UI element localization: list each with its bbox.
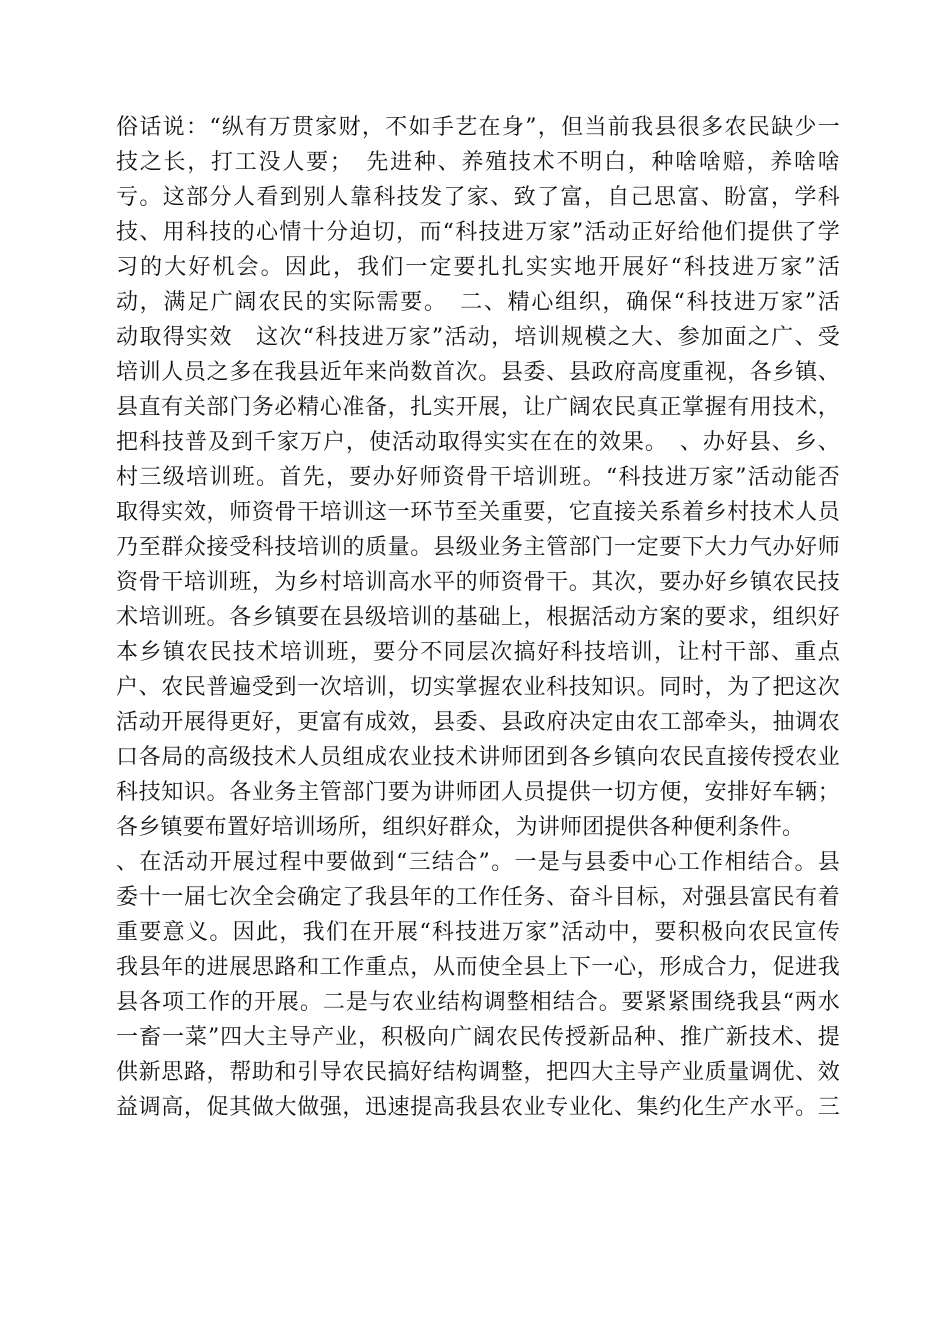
text-line: 本乡镇农民技术培训班，要分不同层次搞好科技培训，让村干部、重点 — [116, 640, 840, 665]
body-text — [116, 110, 840, 1125]
text-line: 口各局的高级技术人员组成农业技术讲师团到各乡镇向农民直接传授农业 — [116, 745, 840, 770]
text-line: 委十一届七次全会确定了我县年的工作任务、奋斗目标，对强县富民有着 — [116, 885, 840, 910]
text-line: 益调高，促其做大做强，迅速提高我县农业专业化、集约化生产水平。三 — [116, 1095, 840, 1120]
text-line: 、在活动开展过程中要做到“三结合”。一是与县委中心工作相结合。县 — [116, 850, 840, 875]
text-line: 动，满足广阔农民的实际需要。 二、精心组织，确保“科技进万家”活 — [116, 290, 840, 315]
text-line: 资骨干培训班，为乡村培训高水平的师资骨干。其次，要办好乡镇农民技 — [116, 570, 840, 595]
text-line: 我县年的进展思路和工作重点，从而使全县上下一心，形成合力，促进我 — [116, 955, 840, 980]
text-line: 技、用科技的心情十分迫切，而“科技进万家”活动正好给他们提供了学 — [116, 220, 840, 245]
text-line: 把科技普及到千家万户，使活动取得实实在在的效果。 、办好县、乡、 — [116, 430, 840, 455]
text-line: 县各项工作的开展。二是与农业结构调整相结合。要紧紧围绕我县“两水 — [116, 990, 840, 1015]
text-line: 动取得实效 这次“科技进万家”活动，培训规模之大、参加面之广、受 — [116, 325, 840, 350]
text-line: 县直有关部门务必精心准备，扎实开展，让广阔农民真正掌握有用技术， — [116, 395, 840, 420]
text-line: 乃至群众接受科技培训的质量。县级业务主管部门一定要下大力气办好师 — [116, 535, 840, 560]
text-line: 供新思路，帮助和引导农民搞好结构调整，把四大主导产业质量调优、效 — [116, 1060, 840, 1085]
text-line: 技之长，打工没人要； 先进种、养殖技术不明白，种啥啥赔，养啥啥 — [116, 150, 840, 175]
text-line: 俗话说：“纵有万贯家财，不如手艺在身”，但当前我县很多农民缺少一 — [116, 115, 840, 140]
text-line: 各乡镇要布置好培训场所，组织好群众，为讲师团提供各种便利条件。 — [116, 815, 805, 840]
text-line: 重要意义。因此，我们在开展“科技进万家”活动中，要积极向农民宣传 — [116, 920, 840, 945]
text-line: 术培训班。各乡镇要在县级培训的基础上，根据活动方案的要求，组织好 — [116, 605, 840, 630]
text-line: 一畜一菜”四大主导产业，积极向广阔农民传授新品种、推广新技术、提 — [116, 1025, 840, 1050]
text-line: 活动开展得更好，更富有成效，县委、县政府决定由农工部牵头，抽调农 — [116, 710, 840, 735]
text-line: 取得实效，师资骨干培训这一环节至关重要，它直接关系着乡村技术人员 — [116, 500, 840, 525]
text-line: 村三级培训班。首先，要办好师资骨干培训班。“科技进万家”活动能否 — [116, 465, 840, 490]
text-line: 培训人员之多在我县近年来尚数首次。县委、县政府高度重视，各乡镇、 — [116, 360, 840, 385]
text-line: 习的大好机会。因此，我们一定要扎扎实实地开展好“科技进万家”活 — [116, 255, 840, 280]
text-line: 科技知识。各业务主管部门要为讲师团人员提供一切方便，安排好车辆； — [116, 780, 840, 805]
text-line: 亏。这部分人看到别人靠科技发了家、致了富，自己思富、盼富，学科 — [116, 185, 840, 210]
text-line: 户、农民普遍受到一次培训，切实掌握农业科技知识。同时，为了把这次 — [116, 675, 840, 700]
